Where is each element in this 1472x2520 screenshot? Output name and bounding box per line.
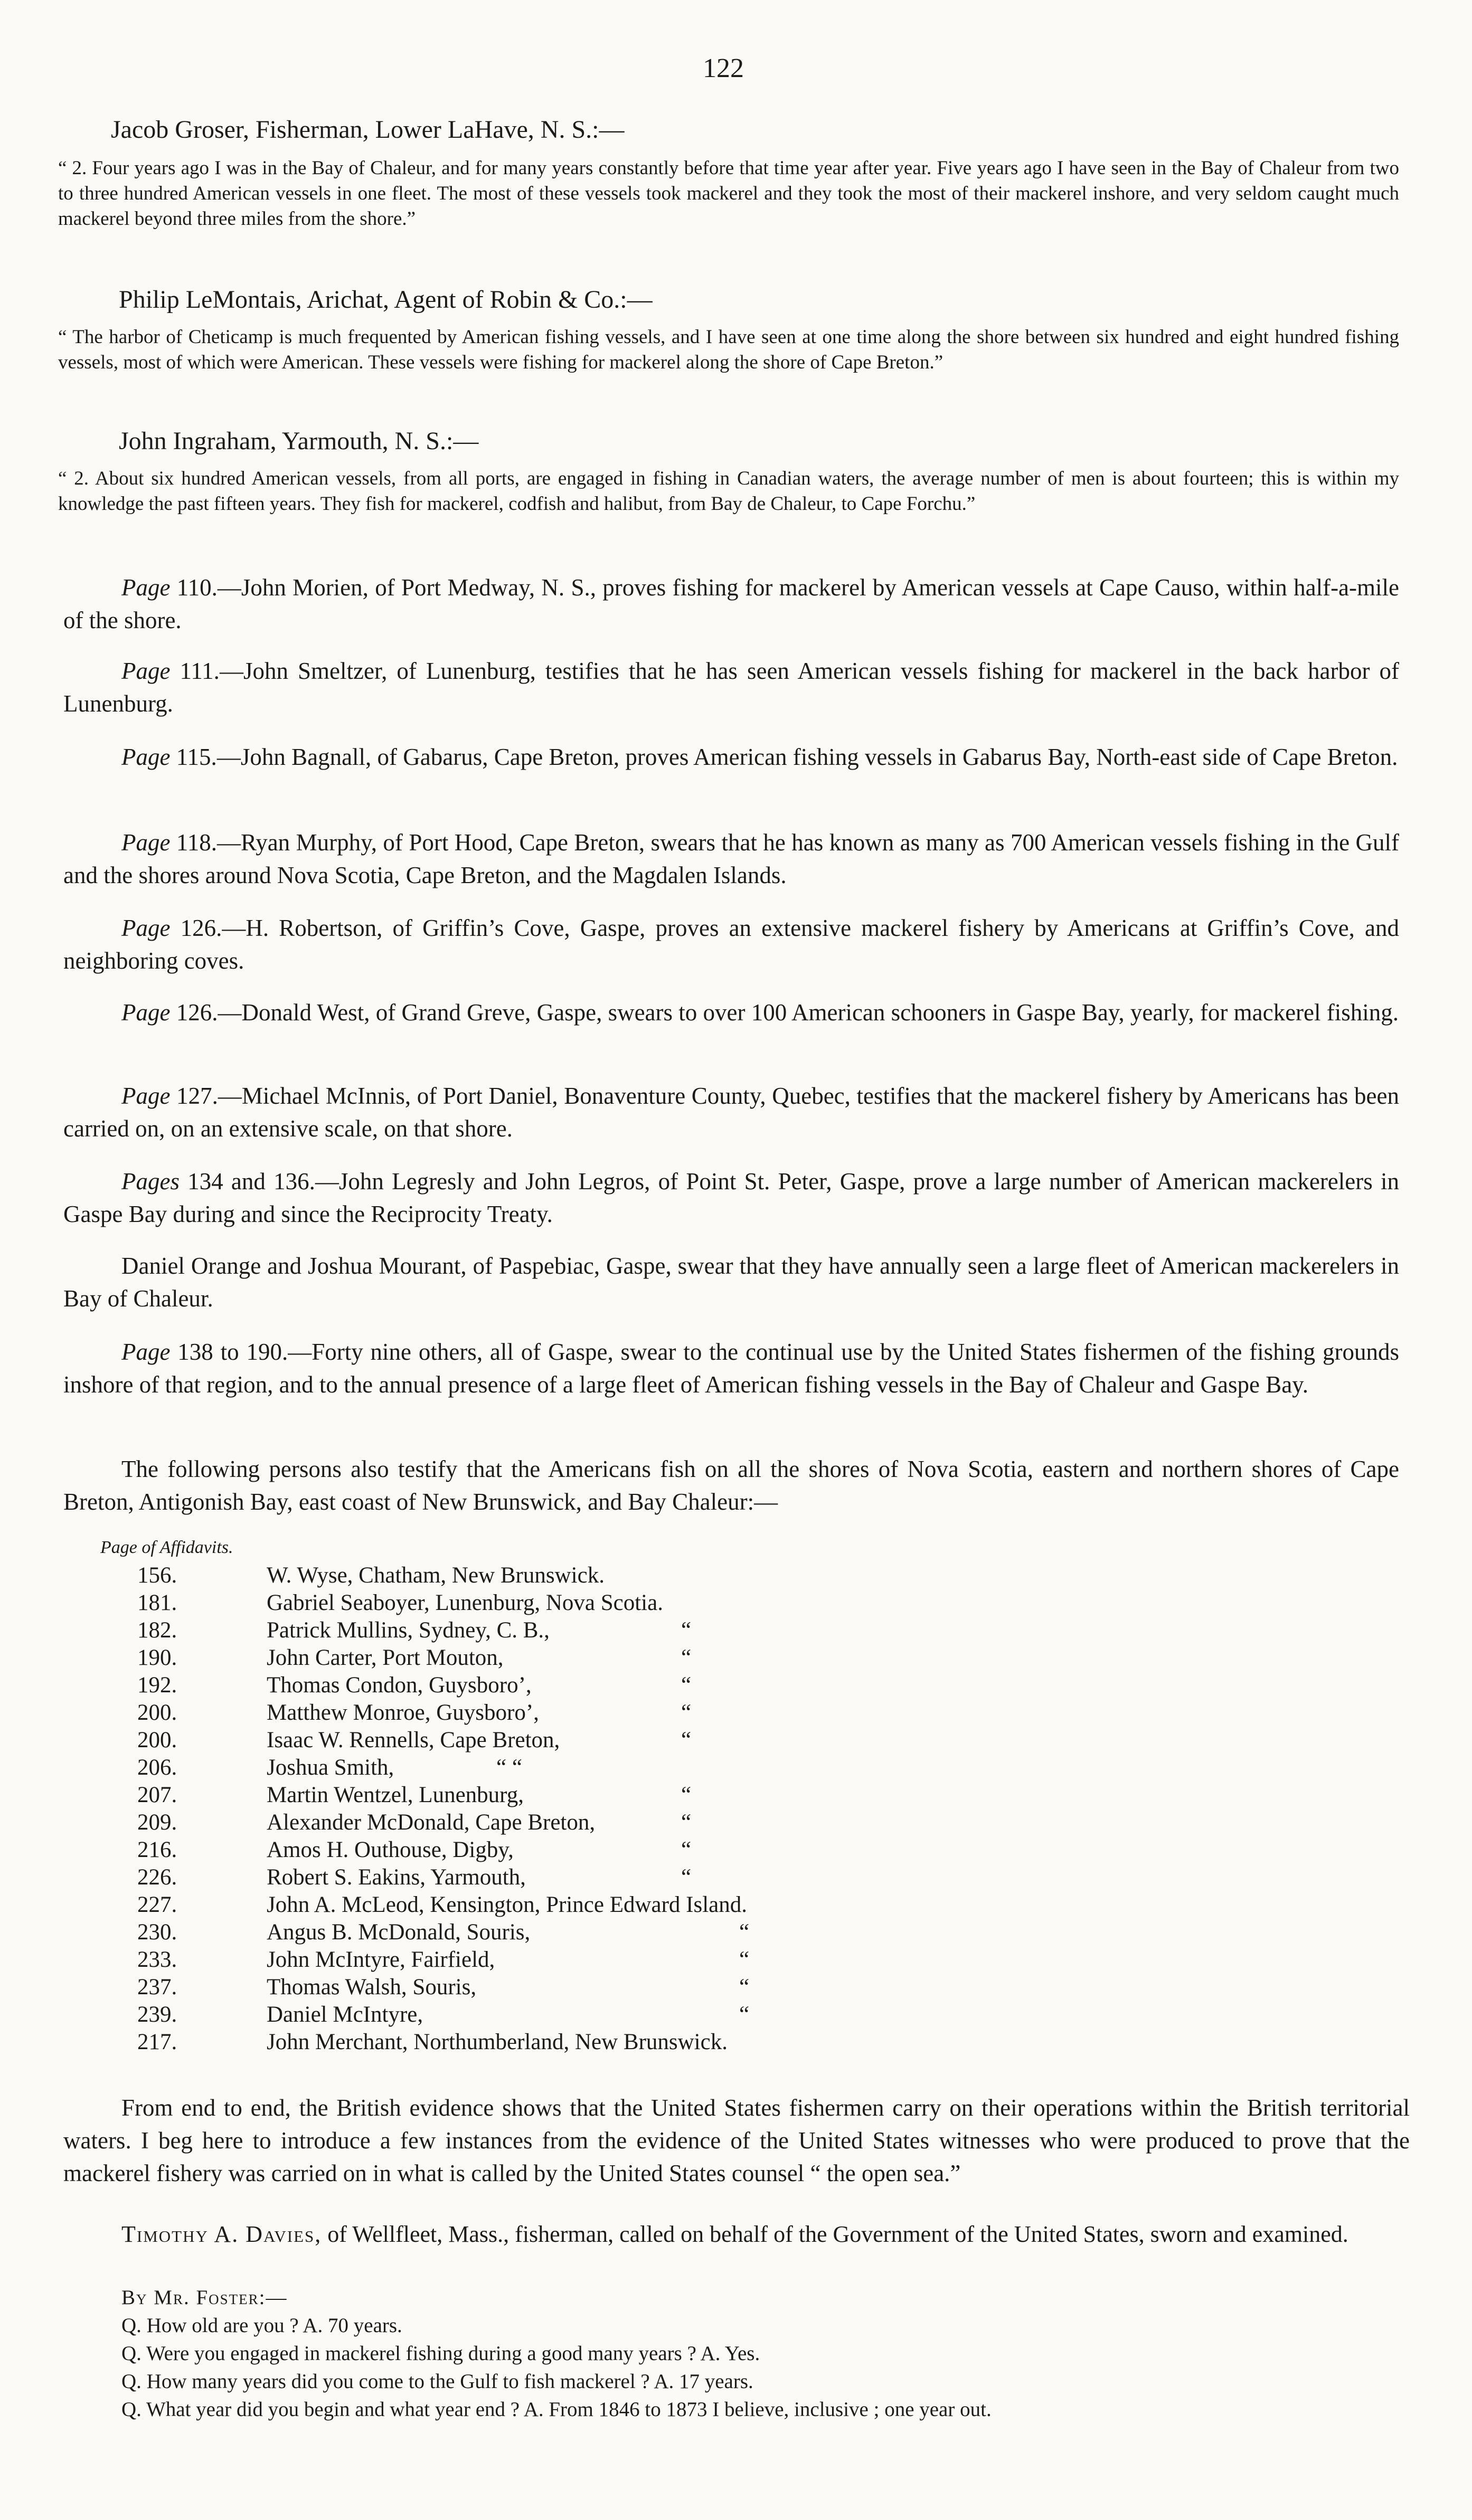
qa-line: Q. Were you engaged in mackerel fishing during a good many years ? A. Yes. bbox=[121, 2342, 760, 2365]
page-ref-label: Page bbox=[121, 658, 171, 684]
page-entry bbox=[63, 1079, 1399, 1145]
closing-paragraph: From end to end, the British evidence shows that the United States fishermen carry on their operations within the British territorial waters. I beg here to introduce a few instances from the evidence of the United States witnesses who were produced to prove that the mackerel fishery was carried on in what is called by the United States counsel “ the open sea.” bbox=[63, 2095, 1410, 2186]
speaker-quote: “ 2. Four years ago I was in the Bay of Chaleur, and for many years constantly before that time year after year. Five years ago I have seen in the Bay of Chaleur from two to three hundred American vessels in one fleet. The most of these vessels took mackerel and they took the most of their mackerel inshore, and very seldom caught much mackerel beyond three miles from the shore.” bbox=[58, 157, 1399, 230]
affidavit-name: Amos H. Outhouse, Digby, bbox=[267, 1837, 514, 1862]
page-ref-label: Pages bbox=[121, 1168, 180, 1195]
ditto-mark: “ “ bbox=[496, 1755, 522, 1780]
following-intro: The following persons also testify that the Americans fish on all the shores of Nova Scotia, eastern and northern shores of Cape Breton, Antigonish Bay, east coast of New Brunswick, and Bay Chaleur:— bbox=[63, 1456, 1399, 1515]
affidavit-name: Martin Wentzel, Lunenburg, bbox=[267, 1783, 524, 1807]
witness-description: of Wellfleet, Mass., fisherman, called on behalf of the Government of the United States, sworn and examined. bbox=[322, 2221, 1348, 2247]
affidavit-page: 237. bbox=[137, 1975, 177, 2000]
affidavit-name: Matthew Monroe, Guysboro’, bbox=[267, 1700, 539, 1725]
entry-text: —John Morien, of Port Medway, N. S., proves fishing for mackerel by American vessels at Cape Causo, within half-a-mile of the shore. bbox=[63, 574, 1399, 633]
speaker-quote: “ 2. About six hundred American vessels, from all ports, are engaged in fishing in Canadian waters, the average number of men is about fourteen; this is within my knowledge the past fifteen years. They fish for mackerel, codfish and halibut, from Bay de Chaleur, to Cape Forchu.” bbox=[58, 468, 1399, 515]
entry-text: —Ryan Murphy, of Port Hood, Cape Breton, swears that he has known as many as 700 American vessels fishing in the Gulf and the shores around Nova Scotia, Cape Breton, and the Magdalen Islands. bbox=[63, 829, 1399, 888]
testimony-intro bbox=[63, 2218, 1399, 2251]
page-ref-label: Page bbox=[121, 574, 171, 601]
page-ref: 126. bbox=[170, 915, 222, 941]
affidavit-page: 239. bbox=[137, 2002, 177, 2027]
page-ref: 115. bbox=[170, 744, 217, 770]
affidavit-page: 182. bbox=[137, 1618, 177, 1643]
speaker-heading: John Ingraham, Yarmouth, N. S.:— bbox=[119, 427, 479, 455]
entry-text: —Forty nine others, all of Gaspe, swear to the continual use by the United States fishermen of the fishing grounds inshore of that region, and to the annual presence of a large fleet of American fishing vessels in the Bay of Chaleur and Gaspe Bay. bbox=[63, 1339, 1399, 1398]
ditto-mark: “ bbox=[739, 1947, 750, 1972]
affidavit-name: Angus B. McDonald, Souris, bbox=[267, 1920, 531, 1945]
page-entry bbox=[63, 655, 1399, 720]
ditto-mark: “ bbox=[681, 1700, 692, 1725]
affidavit-name: Isaac W. Rennells, Cape Breton, bbox=[267, 1728, 560, 1752]
ditto-mark: “ bbox=[681, 1810, 692, 1835]
page-number: 122 bbox=[703, 53, 744, 83]
entry-text: —John Bagnall, of Gabarus, Cape Breton, proves American fishing vessels in Gabarus Bay, North-east side of Cape Breton. bbox=[216, 744, 1398, 770]
page-entry bbox=[63, 996, 1399, 1029]
speaker-heading: Philip LeMontais, Arichat, Agent of Robin & Co.:— bbox=[119, 286, 653, 314]
ditto-mark: “ bbox=[681, 1673, 692, 1698]
page-ref: 134 and 136. bbox=[179, 1168, 315, 1195]
page-ref-label: Page bbox=[121, 829, 171, 856]
page-entry bbox=[63, 741, 1399, 773]
entry-text: —Donald West, of Grand Greve, Gaspe, swears to over 100 American schooners in Gaspe Bay, yearly, for mackerel fishing. bbox=[218, 999, 1399, 1026]
qa-line: Q. How old are you ? A. 70 years. bbox=[121, 2314, 402, 2337]
affidavit-page: 206. bbox=[137, 1755, 177, 1780]
entry-text: —Michael McInnis, of Port Daniel, Bonaventure County, Quebec, testifies that the mackerel fishery by Americans has been carried on, on an extensive scale, on that shore. bbox=[63, 1083, 1399, 1142]
entry-text: —H. Robertson, of Griffin’s Cove, Gaspe, proves an extensive mackerel fishery by Americans at Griffin’s Cove, and neighboring coves. bbox=[63, 915, 1399, 974]
page-ref-label: Page bbox=[121, 1339, 171, 1365]
page-ref: 111. bbox=[170, 658, 220, 684]
affidavit-page: 192. bbox=[137, 1673, 177, 1698]
affidavit-name: Thomas Condon, Guysboro’, bbox=[267, 1673, 532, 1698]
affidavit-page: 233. bbox=[137, 1947, 177, 1972]
page-entry bbox=[63, 1249, 1399, 1315]
page-ref-label: Page bbox=[121, 1083, 171, 1109]
ditto-mark: “ bbox=[681, 1837, 692, 1862]
page-ref: 126. bbox=[170, 999, 218, 1026]
page-entry bbox=[63, 1165, 1399, 1230]
page-ref-label: Page bbox=[121, 744, 171, 770]
witness-name: Timothy A. Davies, bbox=[121, 2221, 322, 2247]
affidavit-page: 190. bbox=[137, 1645, 177, 1670]
affidavit-page: 216. bbox=[137, 1837, 177, 1862]
affidavit-name: John Carter, Port Mouton, bbox=[267, 1645, 504, 1670]
ditto-mark: “ bbox=[681, 1865, 692, 1890]
affidavit-name: Robert S. Eakins, Yarmouth, bbox=[267, 1865, 526, 1890]
affidavit-page: 217. bbox=[137, 2030, 177, 2054]
affidavits-heading: Page of Affidavits. bbox=[100, 1538, 233, 1557]
affidavit-page: 207. bbox=[137, 1783, 177, 1807]
affidavit-name: W. Wyse, Chatham, New Brunswick. bbox=[267, 1563, 605, 1588]
page-entry bbox=[63, 826, 1399, 892]
affidavit-page: 181. bbox=[137, 1590, 177, 1615]
affidavit-page: 230. bbox=[137, 1920, 177, 1945]
affidavit-name: Gabriel Seaboyer, Lunenburg, Nova Scotia. bbox=[267, 1590, 663, 1615]
affidavit-page: 200. bbox=[137, 1728, 177, 1752]
page-ref-label: Page bbox=[121, 915, 171, 941]
entry-text: —John Legresly and John Legros, of Point St. Peter, Gaspe, prove a large number of American mackerelers in Gaspe Bay during and since the Reciprocity Treaty. bbox=[63, 1168, 1399, 1227]
page-entry bbox=[63, 571, 1399, 637]
ditto-mark: “ bbox=[681, 1783, 692, 1807]
affidavit-page: 156. bbox=[137, 1563, 177, 1588]
affidavit-name: John A. McLeod, Kensington, Prince Edward Island. bbox=[267, 1892, 748, 1917]
qa-line: Q. What year did you begin and what year end ? A. From 1846 to 1873 I believe, inclusive ; one year out. bbox=[121, 2398, 992, 2421]
page-entry bbox=[63, 1335, 1399, 1401]
page-entry bbox=[63, 912, 1399, 977]
affidavit-name: Thomas Walsh, Souris, bbox=[267, 1975, 477, 2000]
examiner-line: By Mr. Foster:— bbox=[121, 2286, 288, 2309]
page-ref: 118. bbox=[170, 829, 217, 856]
page-ref: 110. bbox=[170, 574, 218, 601]
affidavit-name: John McIntyre, Fairfield, bbox=[267, 1947, 495, 1972]
affidavit-page: 226. bbox=[137, 1865, 177, 1890]
ditto-mark: “ bbox=[681, 1728, 692, 1752]
affidavit-page: 227. bbox=[137, 1892, 177, 1917]
ditto-mark: “ bbox=[739, 1920, 750, 1945]
speaker-heading: Jacob Groser, Fisherman, Lower LaHave, N. S.:— bbox=[111, 116, 625, 144]
entry-text: Daniel Orange and Joshua Mourant, of Paspebiac, Gaspe, swear that they have annually seen a large fleet of American mackerelers in Bay of Chaleur. bbox=[63, 1253, 1399, 1312]
affidavit-name: Alexander McDonald, Cape Breton, bbox=[267, 1810, 596, 1835]
ditto-mark: “ bbox=[739, 1975, 750, 2000]
entry-text: —John Smeltzer, of Lunenburg, testifies that he has seen American vessels fishing for mackerel in the back harbor of Lunenburg. bbox=[63, 658, 1399, 717]
affidavit-page: 209. bbox=[137, 1810, 177, 1835]
affidavit-name: John Merchant, Northumberland, New Brunswick. bbox=[267, 2030, 728, 2054]
ditto-mark: “ bbox=[681, 1618, 692, 1643]
affidavit-name: Daniel McIntyre, bbox=[267, 2002, 423, 2027]
qa-line: Q. How many years did you come to the Gulf to fish mackerel ? A. 17 years. bbox=[121, 2370, 753, 2393]
speaker-quote: “ The harbor of Cheticamp is much frequented by American fishing vessels, and I have seen at one time along the shore between six hundred and eight hundred fishing vessels, most of which were American. These vessels were fishing for mackerel along the shore of Cape Breton.” bbox=[58, 326, 1399, 373]
page-ref-label: Page bbox=[121, 999, 171, 1026]
affidavit-page: 200. bbox=[137, 1700, 177, 1725]
ditto-mark: “ bbox=[681, 1645, 692, 1670]
page-ref: 138 to 190. bbox=[170, 1339, 288, 1365]
page-ref: 127. bbox=[170, 1083, 218, 1109]
affidavit-name: Patrick Mullins, Sydney, C. B., bbox=[267, 1618, 550, 1643]
ditto-mark: “ bbox=[739, 2002, 750, 2027]
affidavit-name: Joshua Smith, bbox=[267, 1755, 394, 1780]
